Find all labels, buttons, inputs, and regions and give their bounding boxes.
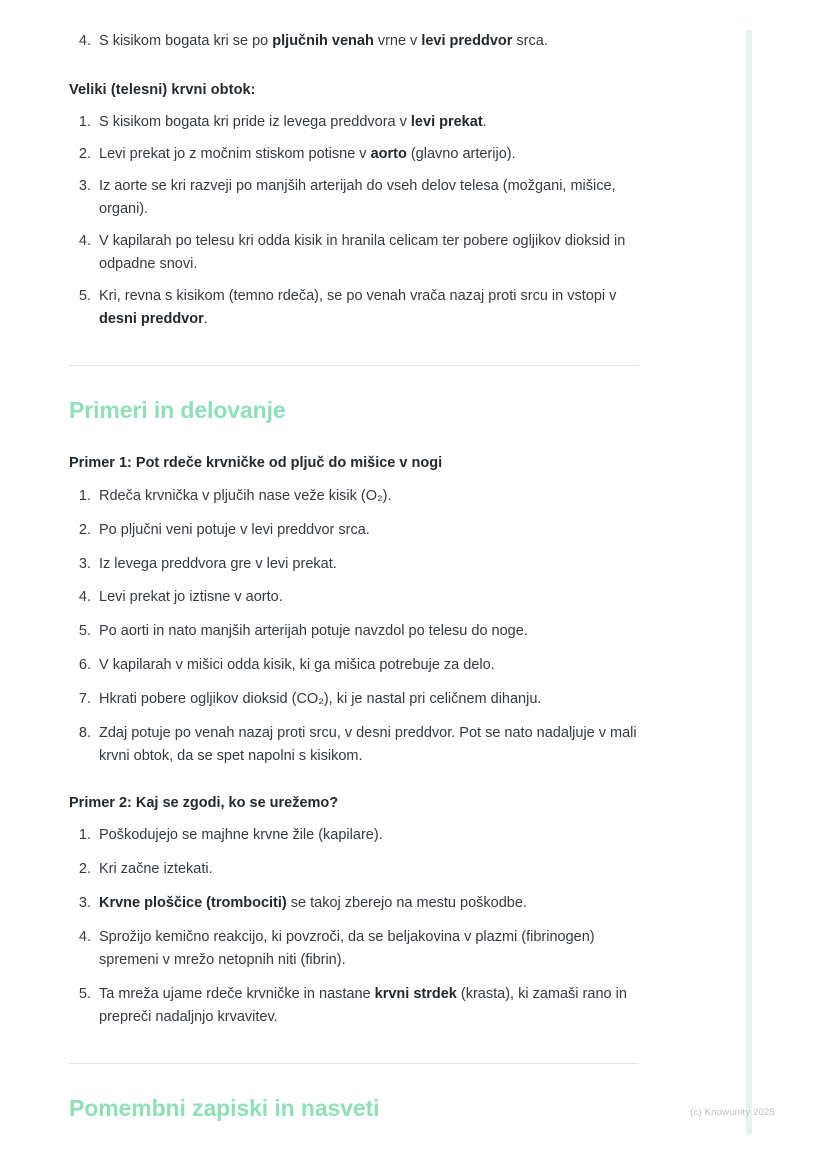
list-item [95, 824, 639, 847]
section-divider-2 [69, 1063, 639, 1064]
plain-text: Levi prekat jo iztisne v aorto. [99, 589, 283, 606]
plain-text: . [482, 114, 487, 131]
list-item-text [99, 929, 595, 968]
list-item-text [99, 488, 392, 504]
list-item-text [99, 589, 283, 605]
list-item-text [99, 691, 541, 707]
plain-text: V kapilarah po telesu kri odda kisik in hranila celicam ter pobere ogljikov dioksid in odpadne snovi. [99, 233, 626, 272]
list-item-text [99, 827, 383, 843]
emphasis-text: aorto [370, 146, 407, 163]
plain-text: vrne v [373, 33, 422, 49]
heading-example-1: Primer 1: Pot rdeče krvničke od pljuč do mišice v nogi [69, 455, 443, 472]
plain-text: Rdeča krvnička v pljučih nase veže kisik (O₂). [99, 487, 392, 504]
list-item [95, 654, 639, 677]
list-item [95, 858, 639, 881]
plain-text: (glavno arterijo). [406, 146, 516, 163]
plain-text: Sprožijo kemično reakcijo, ki povzroči, da se beljakovina v plazmi (fibrinogen) spremeni v mrežo netopnih niti (fibrin). [99, 929, 595, 968]
plain-text: (krasta), ki zamaši rano in prepreči nadaljnjo krvavitev. [99, 985, 627, 1025]
copyright-footer: (c) Knowunity 2025 [690, 1107, 775, 1118]
list-item [95, 892, 639, 915]
list-item [95, 688, 639, 711]
document-content [69, 30, 639, 1126]
list-item-text [99, 725, 637, 764]
plain-text: srca. [512, 33, 548, 49]
plain-text: V kapilarah v mišici odda kisik, ki ga mišica potrebuje za delo. [99, 657, 495, 674]
list-item [95, 285, 639, 331]
emphasis-text: krvni strdek [374, 985, 457, 1002]
list-item-text [99, 146, 516, 162]
plain-text: Levi prekat jo z močnim stiskom potisne v [99, 146, 371, 163]
list-item [95, 175, 639, 221]
plain-text: Kri začne iztekati. [99, 861, 213, 878]
plain-text: Kri, revna s kisikom (temno rdeča), se po venah vrača nazaj proti srcu in vstopi v [99, 287, 617, 304]
plain-text: . [203, 310, 208, 327]
list-example-2 [69, 824, 639, 1028]
list-item-text [99, 861, 213, 877]
list-item-text [99, 33, 548, 49]
list-item-text [99, 623, 528, 639]
list-item-text [99, 114, 487, 130]
emphasis-text: desni preddvor [99, 310, 204, 327]
list-item [95, 722, 639, 768]
list-item [95, 30, 639, 53]
plain-text: Iz aorte se kri razveji po manjših arterijah do vseh delov telesa (možgani, mišice, organi). [99, 178, 616, 218]
continued-list-small-circuit [69, 30, 639, 53]
plain-text: Ta mreža ujame rdeče krvničke in nastane [99, 985, 375, 1002]
emphasis-text: levi preddvor [421, 33, 513, 49]
list-item [95, 926, 639, 972]
emphasis-text: Krvne ploščice (trombociti) [99, 895, 287, 912]
list-item-text [99, 986, 627, 1025]
plain-text: Iz levega preddvora gre v levi prekat. [99, 555, 337, 572]
plain-text: S kisikom bogata kri pride iz levega preddvora v [99, 114, 411, 131]
list-item [95, 983, 639, 1029]
heading-big-circuit: Veliki (telesni) krvni obtok: [69, 81, 256, 98]
list-item-text [99, 178, 616, 217]
list-item [95, 143, 639, 166]
list-item [95, 553, 639, 576]
list-item [95, 111, 639, 134]
list-item [95, 586, 639, 609]
emphasis-text: pljučnih venah [272, 33, 374, 49]
plain-text: Zdaj potuje po venah nazaj proti srcu, v desni preddvor. Pot se nato nadaljuje v mali krvni obtok, da se spet napolni s kisikom. [99, 725, 637, 764]
list-example-1 [69, 485, 639, 768]
list-item-text [99, 895, 527, 911]
list-item-text [99, 233, 625, 272]
list-big-circuit [69, 111, 639, 330]
section-divider-1 [69, 365, 639, 366]
plain-text: se takoj zberejo na mestu poškodbe. [286, 895, 527, 912]
list-item-text [99, 288, 616, 327]
heading-example-2: Primer 2: Kaj se zgodi, ko se urežemo? [69, 794, 339, 811]
plain-text: Hkrati pobere ogljikov dioksid (CO₂), ki je nastal pri celičnem dihanju. [99, 691, 542, 708]
plain-text: Po aorti in nato manjših arterijah potuje navzdol po telesu do noge. [99, 623, 528, 640]
list-item [95, 485, 639, 508]
list-item [95, 620, 639, 643]
list-item-text [99, 657, 495, 673]
plain-text: Poškodujejo se majhne krvne žile (kapilare). [99, 827, 383, 844]
section-title-examples: Primeri in delovanje [69, 396, 286, 423]
list-item-text [99, 556, 337, 572]
list-item [95, 519, 639, 542]
list-item [95, 230, 639, 276]
page-edge-strip [746, 30, 752, 1135]
section-title-notes: Pomembni zapiski in nasveti [69, 1094, 380, 1121]
plain-text: S kisikom bogata kri se po [99, 33, 273, 49]
list-item-text [99, 522, 370, 538]
emphasis-text: levi prekat [410, 114, 483, 131]
plain-text: Po pljučni veni potuje v levi preddvor srca. [99, 521, 370, 538]
